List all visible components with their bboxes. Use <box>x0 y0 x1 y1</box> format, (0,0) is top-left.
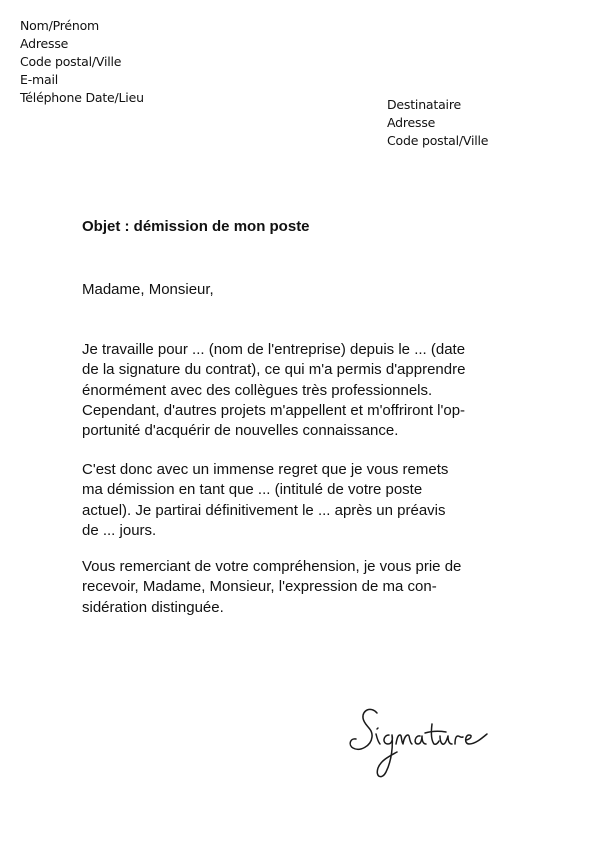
recipient-address: Adresse <box>387 115 436 130</box>
paragraph-line: recevoir, Madame, Monsieur, l'expression de ma con- <box>82 578 437 596</box>
sender-postal-city: Code postal/Ville <box>20 54 122 69</box>
paragraph-line: de la signature du contrat), ce qui m'a permis d'apprendre <box>82 361 466 379</box>
handwritten-signature <box>345 700 495 785</box>
body-paragraph-1 <box>82 340 465 441</box>
sender-name: Nom/Prénom <box>20 18 100 33</box>
recipient-block <box>387 96 488 150</box>
paragraph-line: C'est donc avec un immense regret que je vous remets <box>82 461 449 478</box>
paragraph-line: énormément avec des collègues très professionnels. <box>82 381 433 399</box>
recipient-postal-city: Code postal/Ville <box>387 133 489 148</box>
paragraph-line: Cependant, d'autres projets m'appellent et m'offriront l'op- <box>82 401 466 419</box>
sender-email: E-mail <box>20 72 58 87</box>
paragraph-line: Je travaille pour ... (nom de l'entreprise) depuis le ... (date <box>82 341 466 358</box>
paragraph-line: sidération distinguée. <box>82 598 224 616</box>
recipient-name: Destinataire <box>387 97 461 112</box>
paragraph-line: ma démission en tant que ... (intitulé de votre poste <box>82 481 423 499</box>
letter-subject: Objet : démission de mon poste <box>82 218 310 235</box>
body-paragraph-2 <box>82 460 448 541</box>
paragraph-line: de ... jours. <box>82 521 157 539</box>
sender-address: Adresse <box>20 36 69 51</box>
paragraph-line: portunité d'acquérir de nouvelles connaissance. <box>82 422 399 440</box>
paragraph-line: actuel). Je partirai définitivement le ... après un préavis <box>82 501 446 519</box>
sender-block <box>20 17 144 107</box>
sender-phone-date-place: Téléphone Date/Lieu <box>20 90 144 105</box>
letter-greeting: Madame, Monsieur, <box>82 281 214 298</box>
closing-paragraph <box>82 557 461 618</box>
paragraph-line: Vous remerciant de votre compréhension, je vous prie de <box>82 558 462 575</box>
